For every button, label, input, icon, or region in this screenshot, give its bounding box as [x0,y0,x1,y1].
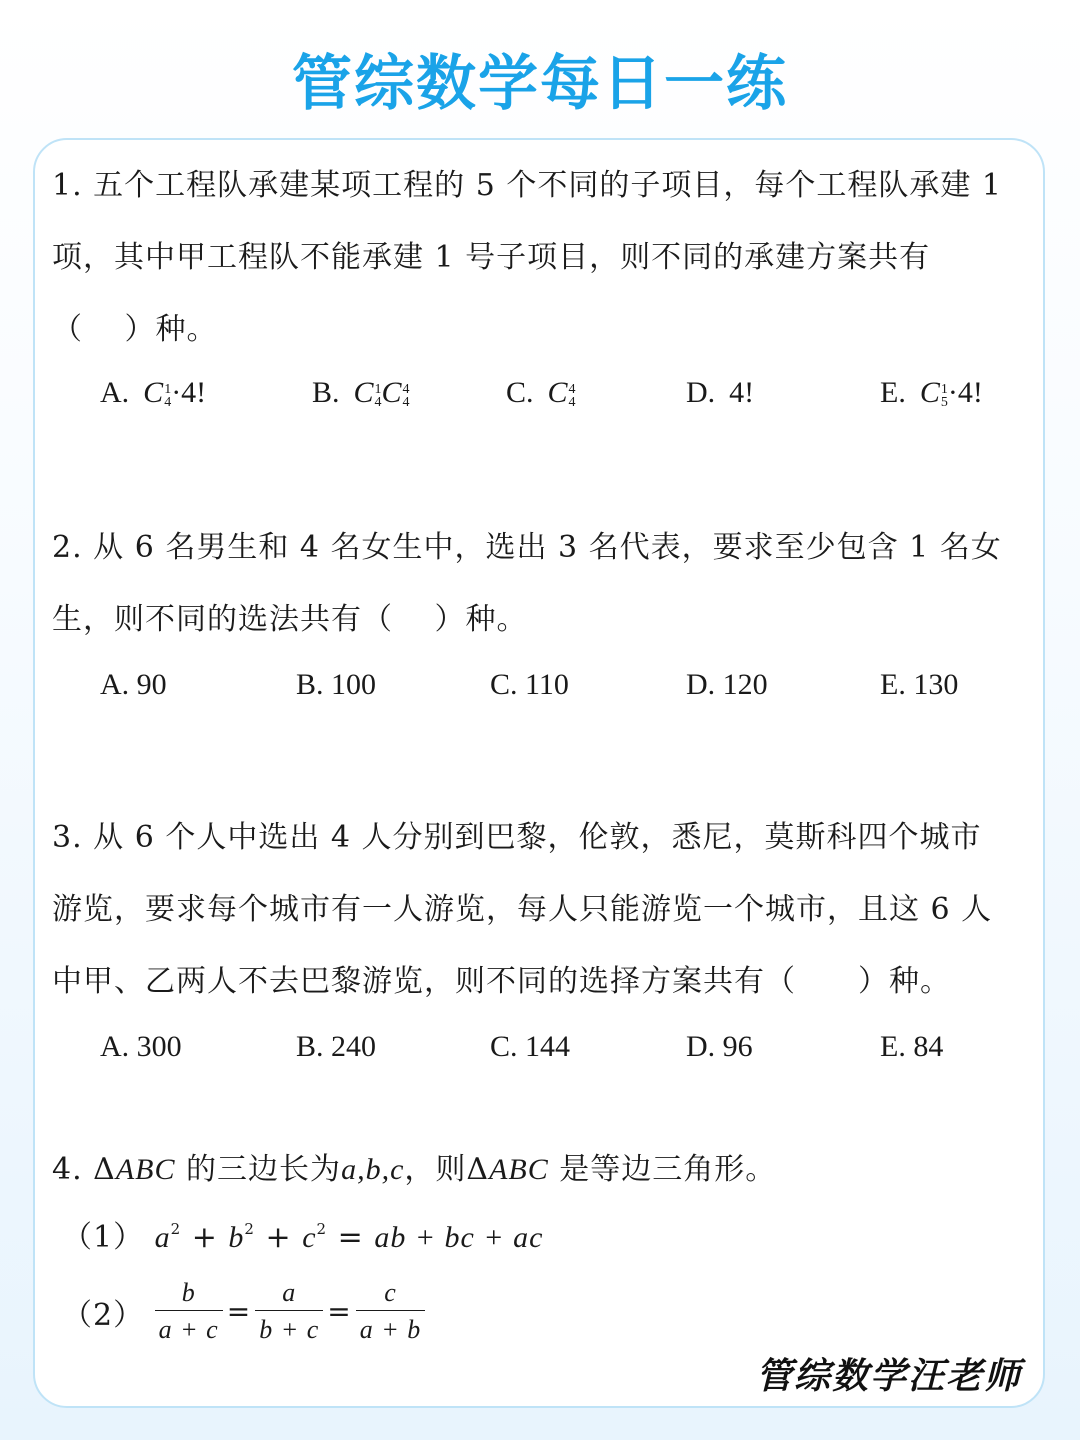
q1-option-b[interactable]: B. C 1 4 C 4 4 [312,376,410,410]
q3-option-d[interactable]: D. 96 [686,1030,753,1063]
q1-line-2: 项，其中甲工程队不能承建 1 号子项目，则不同的承建方案共有 [52,240,931,275]
q1-option-e[interactable]: E. C 1 5 ·4! [880,376,983,410]
page-title: 管综数学每日一练 [292,49,788,119]
q4-line-1: 4. ΔABC 的三边长为a,b,c，则ΔABC 是等边三角形。 [52,1152,777,1187]
q2-option-e[interactable]: E. 130 [880,668,959,701]
q1-option-d[interactable]: D. 4! [686,376,755,409]
q3-option-b[interactable]: B. 240 [296,1030,377,1063]
author-signature: 管综数学汪老师 [755,1355,1022,1397]
q2-option-c[interactable]: C. 110 [490,668,569,701]
q3-line-1: 3. 从 6 个人中选出 4 人分别到巴黎，伦敦，悉尼，莫斯科四个城市 [52,820,982,855]
q2-option-a[interactable]: A. 90 [100,668,167,701]
q4-condition-2: （2） $\frac{b}{a + c}$ = $\frac{a}{b + c}$ = $\frac{c}{a + b}$ [62,1278,425,1345]
q1-option-a[interactable]: A. C 1 4 ·4! [100,376,207,410]
q3-option-e[interactable]: E. 84 [880,1030,944,1063]
q3-line-3: 中甲、乙两人不去巴黎游览，则不同的选择方案共有（ ）种。 [52,964,951,999]
q3-line-2: 游览，要求每个城市有一人游览，每人只能游览一个城市，且这 6 人 [52,892,993,927]
q1-line-1: 1. 五个工程队承建某项工程的 5 个不同的子项目，每个工程队承建 1 [52,168,1002,203]
q1-line-3: （ ）种。 [52,312,218,347]
fraction-a: $\frac{a}{b + c}$ [255,1278,323,1345]
q1-option-c[interactable]: C. C 4 4 [506,376,576,410]
fraction-b: $\frac{b}{a + c}$ [155,1278,223,1345]
q4-condition-1: （1） $a^2 + b^2 + c^2$ = ab + bc + ac [62,1220,544,1255]
q2-line-2: 生，则不同的选法共有（ ）种。 [52,602,528,637]
q2-option-d[interactable]: D. 120 [686,668,768,701]
q2-line-1: 2. 从 6 名男生和 4 名女生中，选出 3 名代表，要求至少包含 1 名女 [52,530,1002,565]
q3-option-c[interactable]: C. 144 [490,1030,571,1063]
q3-option-a[interactable]: A. 300 [100,1030,182,1063]
fraction-c: $\frac{c}{a + b}$ [356,1278,426,1345]
q2-option-b[interactable]: B. 100 [296,668,377,701]
